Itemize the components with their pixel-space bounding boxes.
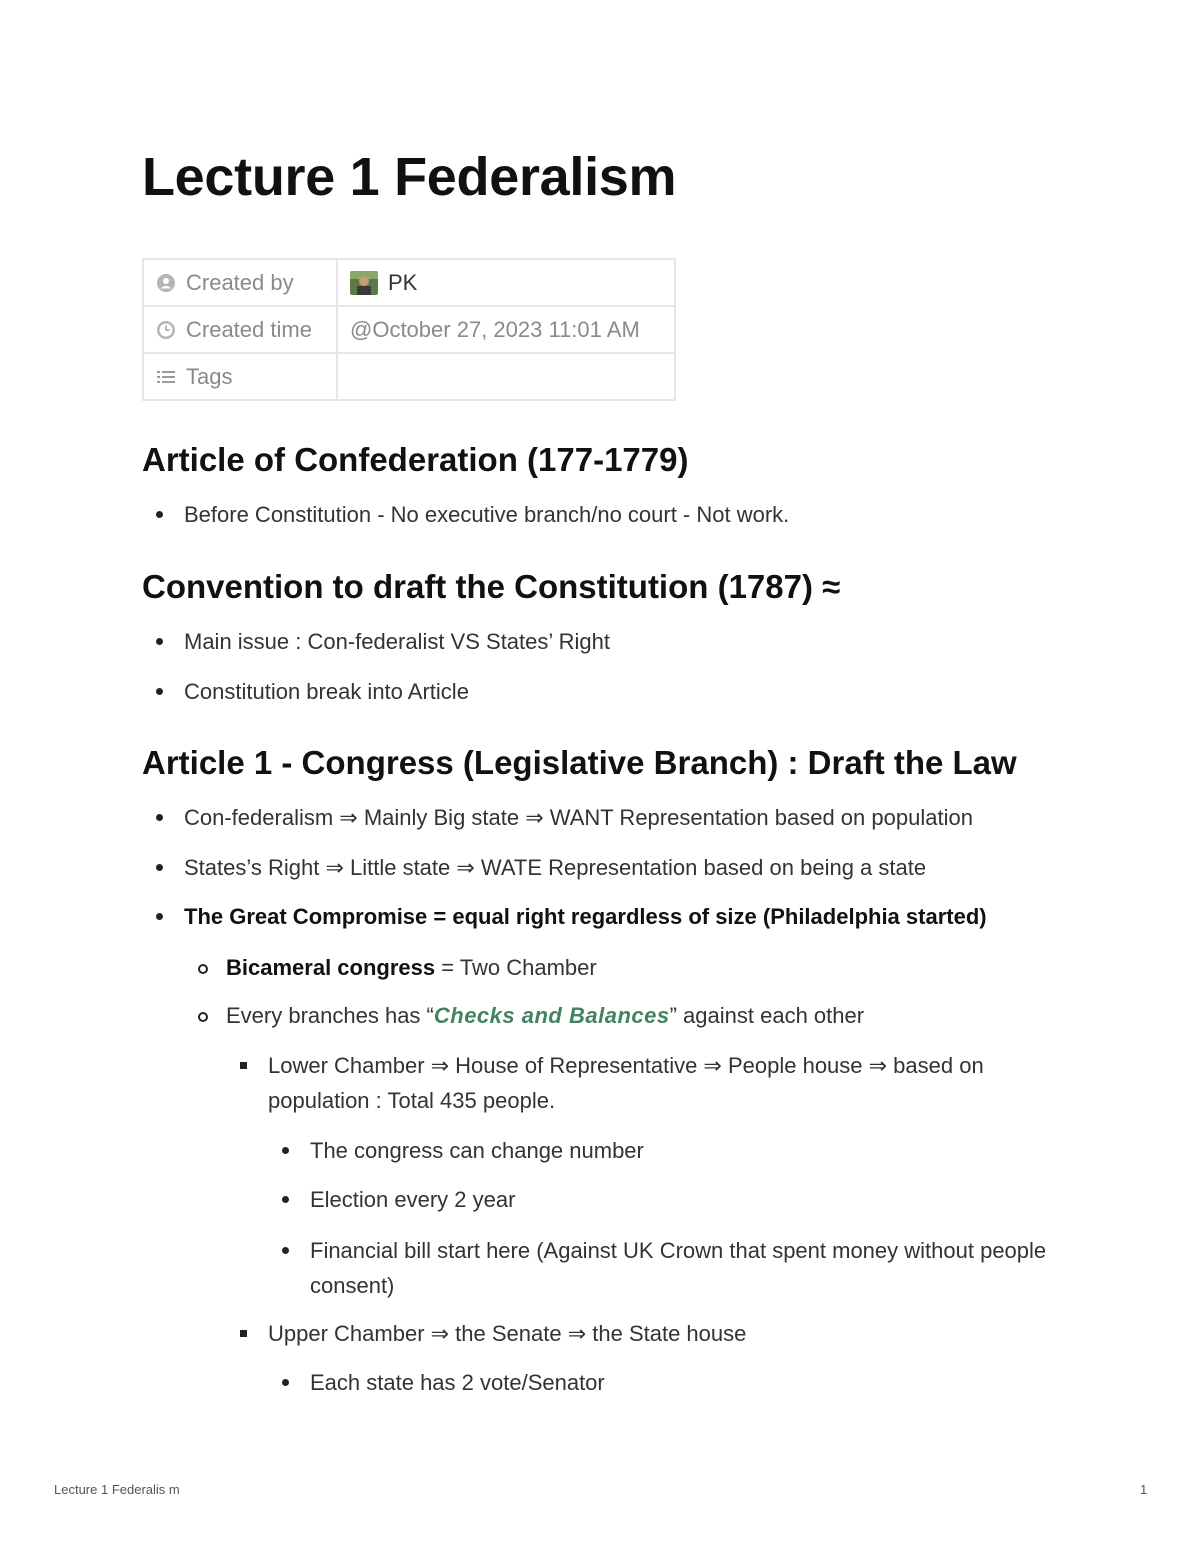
properties-table — [142, 258, 676, 401]
property-label: Tags — [186, 363, 233, 389]
created-time-value[interactable]: @October 27, 2023 11:01 AM — [337, 306, 675, 353]
list-icon — [156, 367, 176, 387]
list-item: Financial bill start here (Against UK Crown that spent money without people consent) — [310, 1233, 1050, 1303]
property-key — [143, 353, 337, 400]
property-value[interactable] — [337, 259, 675, 306]
list-item: The Great Compromise = equal right regardless of size (Philadelphia started) — [184, 899, 987, 934]
bullet-icon — [240, 1062, 247, 1069]
property-row-created-by — [143, 259, 675, 306]
list-item: Lower Chamber ⇒ House of Representative ⇒ People house ⇒ based on population : Total 435 people. — [268, 1048, 1068, 1118]
list-item: The congress can change number — [310, 1133, 644, 1168]
person-icon — [156, 273, 176, 293]
property-key — [143, 259, 337, 306]
list-item: Con-federalism ⇒ Mainly Big state ⇒ WANT Representation based on population — [184, 800, 973, 835]
bullet-icon — [156, 688, 163, 695]
bullet-icon — [282, 1247, 289, 1254]
property-key — [143, 306, 337, 353]
property-row-created-time — [143, 306, 675, 353]
tags-value[interactable] — [337, 353, 675, 400]
list-item: Election every 2 year — [310, 1182, 515, 1217]
bullet-icon — [282, 1196, 289, 1203]
clock-icon — [156, 320, 176, 340]
list-item: Upper Chamber ⇒ the Senate ⇒ the State house — [268, 1316, 746, 1351]
bullet-icon — [156, 638, 163, 645]
property-label: Created by — [186, 269, 294, 295]
avatar — [350, 271, 378, 295]
bullet-icon — [198, 964, 208, 974]
list-item: Each state has 2 vote/Senator — [310, 1365, 605, 1400]
list-item: Before Constitution - No executive branch/no court - Not work. — [184, 497, 789, 532]
bullet-icon — [198, 1012, 208, 1022]
section-heading: Article of Confederation (177-1779) — [142, 441, 689, 478]
property-label: Created time — [186, 316, 312, 342]
list-item: Bicameral congress = Two Chamber — [226, 950, 597, 985]
bullet-icon — [156, 511, 163, 518]
footer-page-number: 1 — [1140, 1482, 1148, 1497]
list-item: States’s Right ⇒ Little state ⇒ WATE Representation based on being a state — [184, 850, 926, 885]
section-heading: Article 1 - Congress (Legislative Branch) : Draft the Law — [142, 744, 1017, 781]
creator-name: PK — [388, 269, 418, 295]
bullet-icon — [156, 814, 163, 821]
bullet-icon — [282, 1379, 289, 1386]
list-item: Constitution break into Article — [184, 674, 469, 709]
bullet-icon — [240, 1330, 247, 1337]
bullet-icon — [156, 864, 163, 871]
footer-doc-title: Lecture 1 Federalis m — [54, 1482, 180, 1497]
property-row-tags — [143, 353, 675, 400]
page-title: Lecture 1 Federalism — [142, 147, 677, 207]
list-item: Every branches has “Checks and Balances” against each other — [226, 998, 864, 1033]
list-item: Main issue : Con-federalist VS States’ Right — [184, 624, 610, 659]
section-heading: Convention to draft the Constitution (1787) ≈ — [142, 568, 841, 605]
bullet-icon — [156, 913, 163, 920]
highlighted-term: Checks and Balances — [433, 1003, 670, 1028]
bullet-icon — [282, 1147, 289, 1154]
